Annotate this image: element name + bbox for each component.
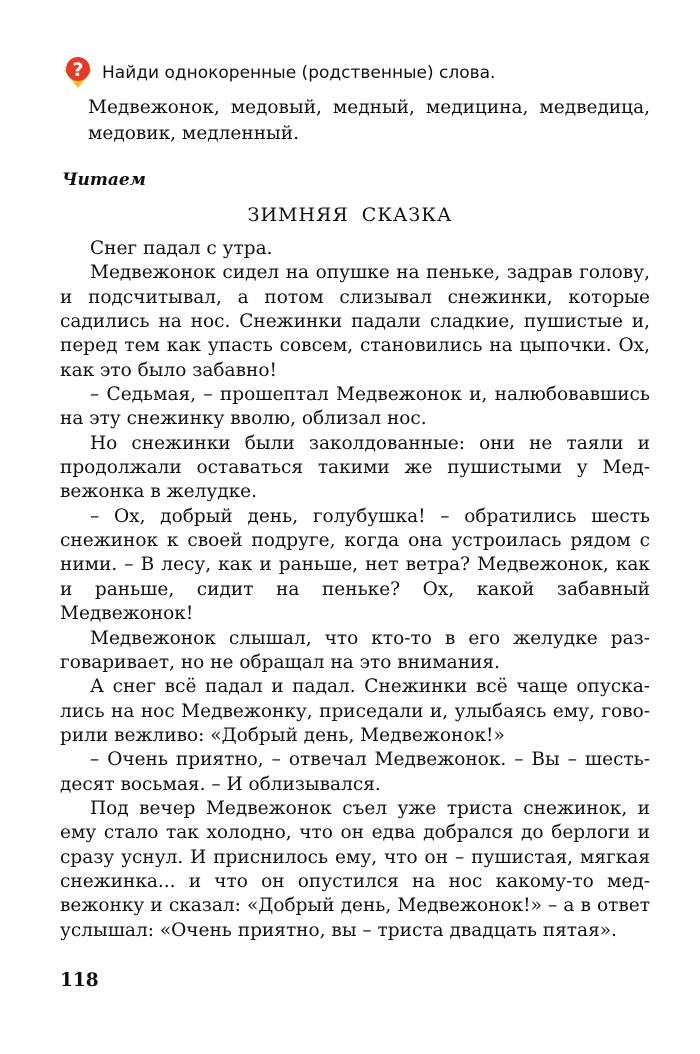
question-mark-icon (60, 55, 96, 91)
story-paragraph: – Седьмая, – прошептал Медвежонок и, налюбовавшись на эту снежинку вволю, облизал нос. (60, 384, 650, 430)
story-text (60, 237, 650, 943)
story-paragraph: Снег падал с утра. (90, 238, 273, 259)
section-label: Читаем (62, 170, 146, 190)
svg-text:?: ? (72, 59, 84, 81)
story-paragraph: Медвежонок сидел на опушке на пеньке, задрав голову, и подсчитывал, а потом слизывал снежинки, которые садились на нос. Снежинки падали сладкие, пушистые и, перед тем как упасть совсем, становились на цыпочки. Ох, как это было забавно! (60, 262, 650, 381)
task-header (60, 55, 650, 91)
story-paragraph: А снег всё падал и падал. Снежинки всё чаще опускались на нос Медвежонку, приседали и, улыбаясь ему, говорили вежливо: «Добрый день, Медвежонок!» (60, 676, 650, 746)
word-list: Медвежонок, медовый, медный, медицина, медведица, медовик, медленный. (88, 97, 650, 144)
story-paragraph: Но снежинки были заколдованные: они не таяли и продолжали оставаться такими же пушистыми у Медвежонка в желудке. (60, 432, 650, 503)
task-block (60, 55, 650, 147)
story-paragraph: Под вечер Медвежонок съел уже триста снежинок, и ему стало так холодно, что он едва добрался до берлоги и сразу уснул. И приснилось ему, что он – пушистая, мягкая снежинка... и что он опустился на нос какому-то медвежонку и сказал: «Добрый день, Медвежонок!» – а в ответ услышал: «Очень приятно, вы – триста двадцать пятая». (60, 797, 650, 941)
story-paragraph: – Очень приятно, – отвечал Медвежонок. – Вы – шестьдесят восьмая. – И облизывался. (60, 749, 650, 795)
page-number: 118 (60, 970, 99, 991)
story-paragraph: Медвежонок слышал, что кто-то в его желудке разговаривает, но не обращал на это внимания. (60, 627, 650, 673)
task-instruction: Найди однокоренные (родственные) слова. (102, 63, 496, 83)
story-title: ЗИМНЯЯ СКАЗКА (247, 204, 453, 226)
story-paragraph: – Ох, добрый день, голубушка! – обратились шесть снежинок к своей подруге, когда она устроилась рядом с ними. – В лесу, как и раньше, нет ветра? Медвежонок, как и раньше, сидит на пеньке? Ох, какой забавный Медвежонок! (60, 505, 650, 625)
